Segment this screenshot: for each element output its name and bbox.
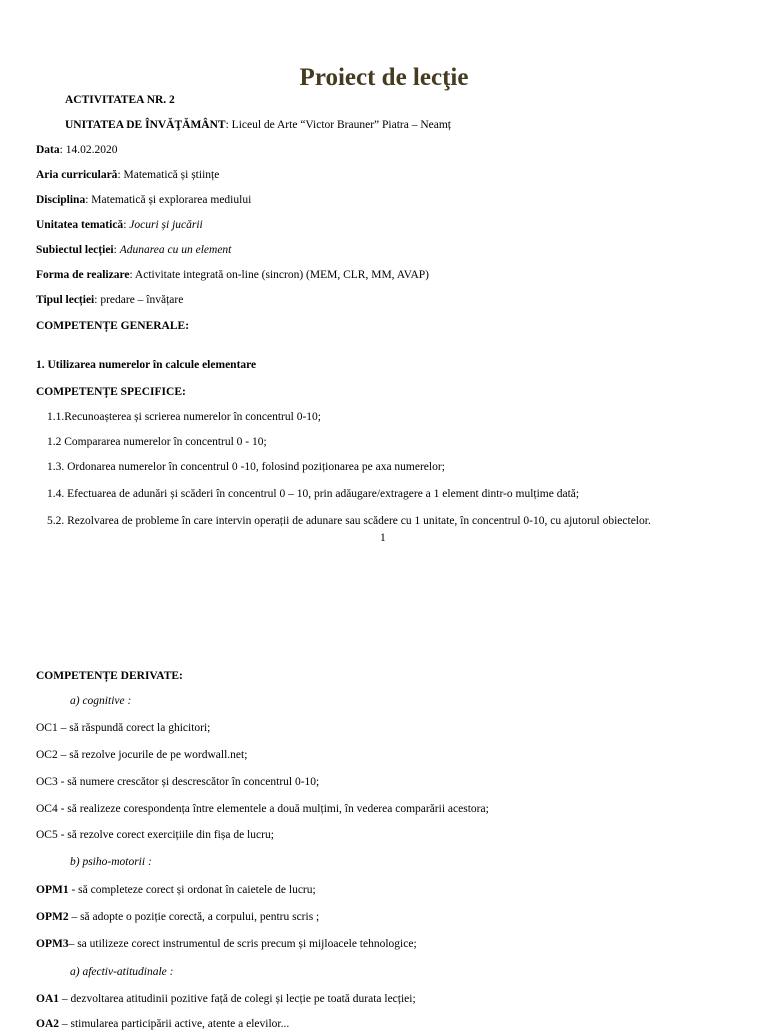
discipline-value: : Matematică și explorarea mediului (85, 194, 252, 206)
objective-code: OPM3 (36, 938, 69, 950)
specific-competence-item: 1.3. Ordonarea numerelor în concentrul 0 -10, folosind poziționarea pe axa numerelor; (47, 461, 445, 473)
date-value: : 14.02.2020 (59, 144, 118, 156)
objective-code: OA1 (36, 993, 59, 1005)
lesson-type-value: : predare – învățare (94, 294, 184, 306)
page-number: 1 (380, 532, 386, 544)
curricular-area-label: Aria curriculară (36, 169, 118, 181)
lesson-subject-value: Adunarea cu un element (119, 244, 232, 256)
objective-text: – dezvoltarea atitudinii pozitive față de colegi și lecție pe toată durata lecției; (59, 993, 416, 1005)
psychomotor-objective (36, 910, 319, 924)
general-competences-heading: COMPETENȚE GENERALE: (36, 320, 190, 332)
specific-competence-item: 5.2. Rezolvarea de probleme în care intervin operații de adunare sau scădere cu 1 unitate, în concentrul 0-10, cu ajutorul obiectelor. (47, 515, 651, 527)
lesson-subject-field (36, 243, 231, 257)
objective-text: – să adopte o poziție corectă, a corpului, pentru scris ; (68, 911, 320, 923)
cognitive-subheading: a) cognitive : (70, 695, 132, 707)
specific-competences-heading: COMPETENȚE SPECIFICE: (36, 386, 186, 398)
curricular-area-field (36, 168, 219, 182)
delivery-form-label: Forma de realizare (36, 269, 130, 281)
specific-competence-item: 1.1.Recunoașterea și scrierea numerelor în concentrul 0-10; (47, 411, 321, 423)
discipline-field (36, 193, 251, 207)
specific-competence-item: 1.4. Efectuarea de adunări și scăderi în concentrul 0 – 10, prin adăugare/extragere a 1 element dintr-o mulțime dată; (47, 488, 580, 500)
lesson-subject-separator: : (113, 244, 120, 256)
derived-competences-heading: COMPETENȚE DERIVATE: (36, 670, 183, 682)
curricular-area-value: : Matematică și științe (117, 169, 220, 181)
delivery-form-field (36, 268, 429, 282)
objective-code: OPM2 (36, 911, 69, 923)
date-field (36, 143, 117, 157)
psychomotor-objective (36, 883, 316, 897)
cognitive-objective: OC4 - să realizeze corespondența între elementele a două mulțimi, în vederea comparării acestora; (36, 803, 489, 815)
cognitive-objective: OC5 - să rezolve corect exercițiile din fișa de lucru; (36, 829, 274, 841)
thematic-unit-value: Jocuri și jucării (129, 219, 203, 231)
objective-text: - să completeze corect și ordonat în caietele de lucru; (68, 884, 316, 896)
objective-code: OPM1 (36, 884, 69, 896)
thematic-unit-field (36, 218, 203, 232)
discipline-label: Disciplina (36, 194, 86, 206)
cognitive-objective: OC3 - să numere crescător și descrescător în concentrul 0-10; (36, 776, 320, 788)
school-field (65, 118, 451, 132)
affective-subheading: a) afectiv-atitudinale : (70, 966, 174, 978)
specific-competence-item: 1.2 Compararea numerelor în concentrul 0 - 10; (47, 436, 267, 448)
general-competence-item: 1. Utilizarea numerelor în calcule elementare (36, 359, 257, 371)
page-title: Proiect de lecţie (299, 64, 469, 91)
objective-text: – sa utilizeze corect instrumentul de scris precum și mijloacele tehnologice; (68, 938, 417, 950)
affective-objective (36, 992, 416, 1006)
date-label: Data (36, 144, 60, 156)
objective-text: – stimularea participării active, atente a elevilor... (59, 1018, 290, 1030)
psychomotor-subheading: b) psiho-motorii : (70, 856, 152, 868)
delivery-form-value: : Activitate integrată on-line (sincron) (MEM, CLR, MM, AVAP) (129, 269, 429, 281)
objective-code: OA2 (36, 1018, 59, 1030)
school-label: UNITATEA DE ÎNVĂŢĂMÂNT (65, 119, 226, 131)
cognitive-objective: OC2 – să rezolve jocurile de pe wordwall.net; (36, 749, 248, 761)
activity-number: ACTIVITATEA NR. 2 (65, 94, 175, 106)
school-value: : Liceul de Arte “Victor Brauner” Piatra – Neamț (225, 119, 451, 131)
affective-objective (36, 1017, 289, 1031)
lesson-subject-label: Subiectul lecției (36, 244, 114, 256)
lesson-type-field (36, 293, 183, 307)
psychomotor-objective (36, 937, 417, 951)
thematic-unit-label: Unitatea tematică (36, 219, 124, 231)
thematic-unit-separator: : (123, 219, 130, 231)
lesson-type-label: Tipul lecției (36, 294, 95, 306)
cognitive-objective: OC1 – să răspundă corect la ghicitori; (36, 722, 211, 734)
